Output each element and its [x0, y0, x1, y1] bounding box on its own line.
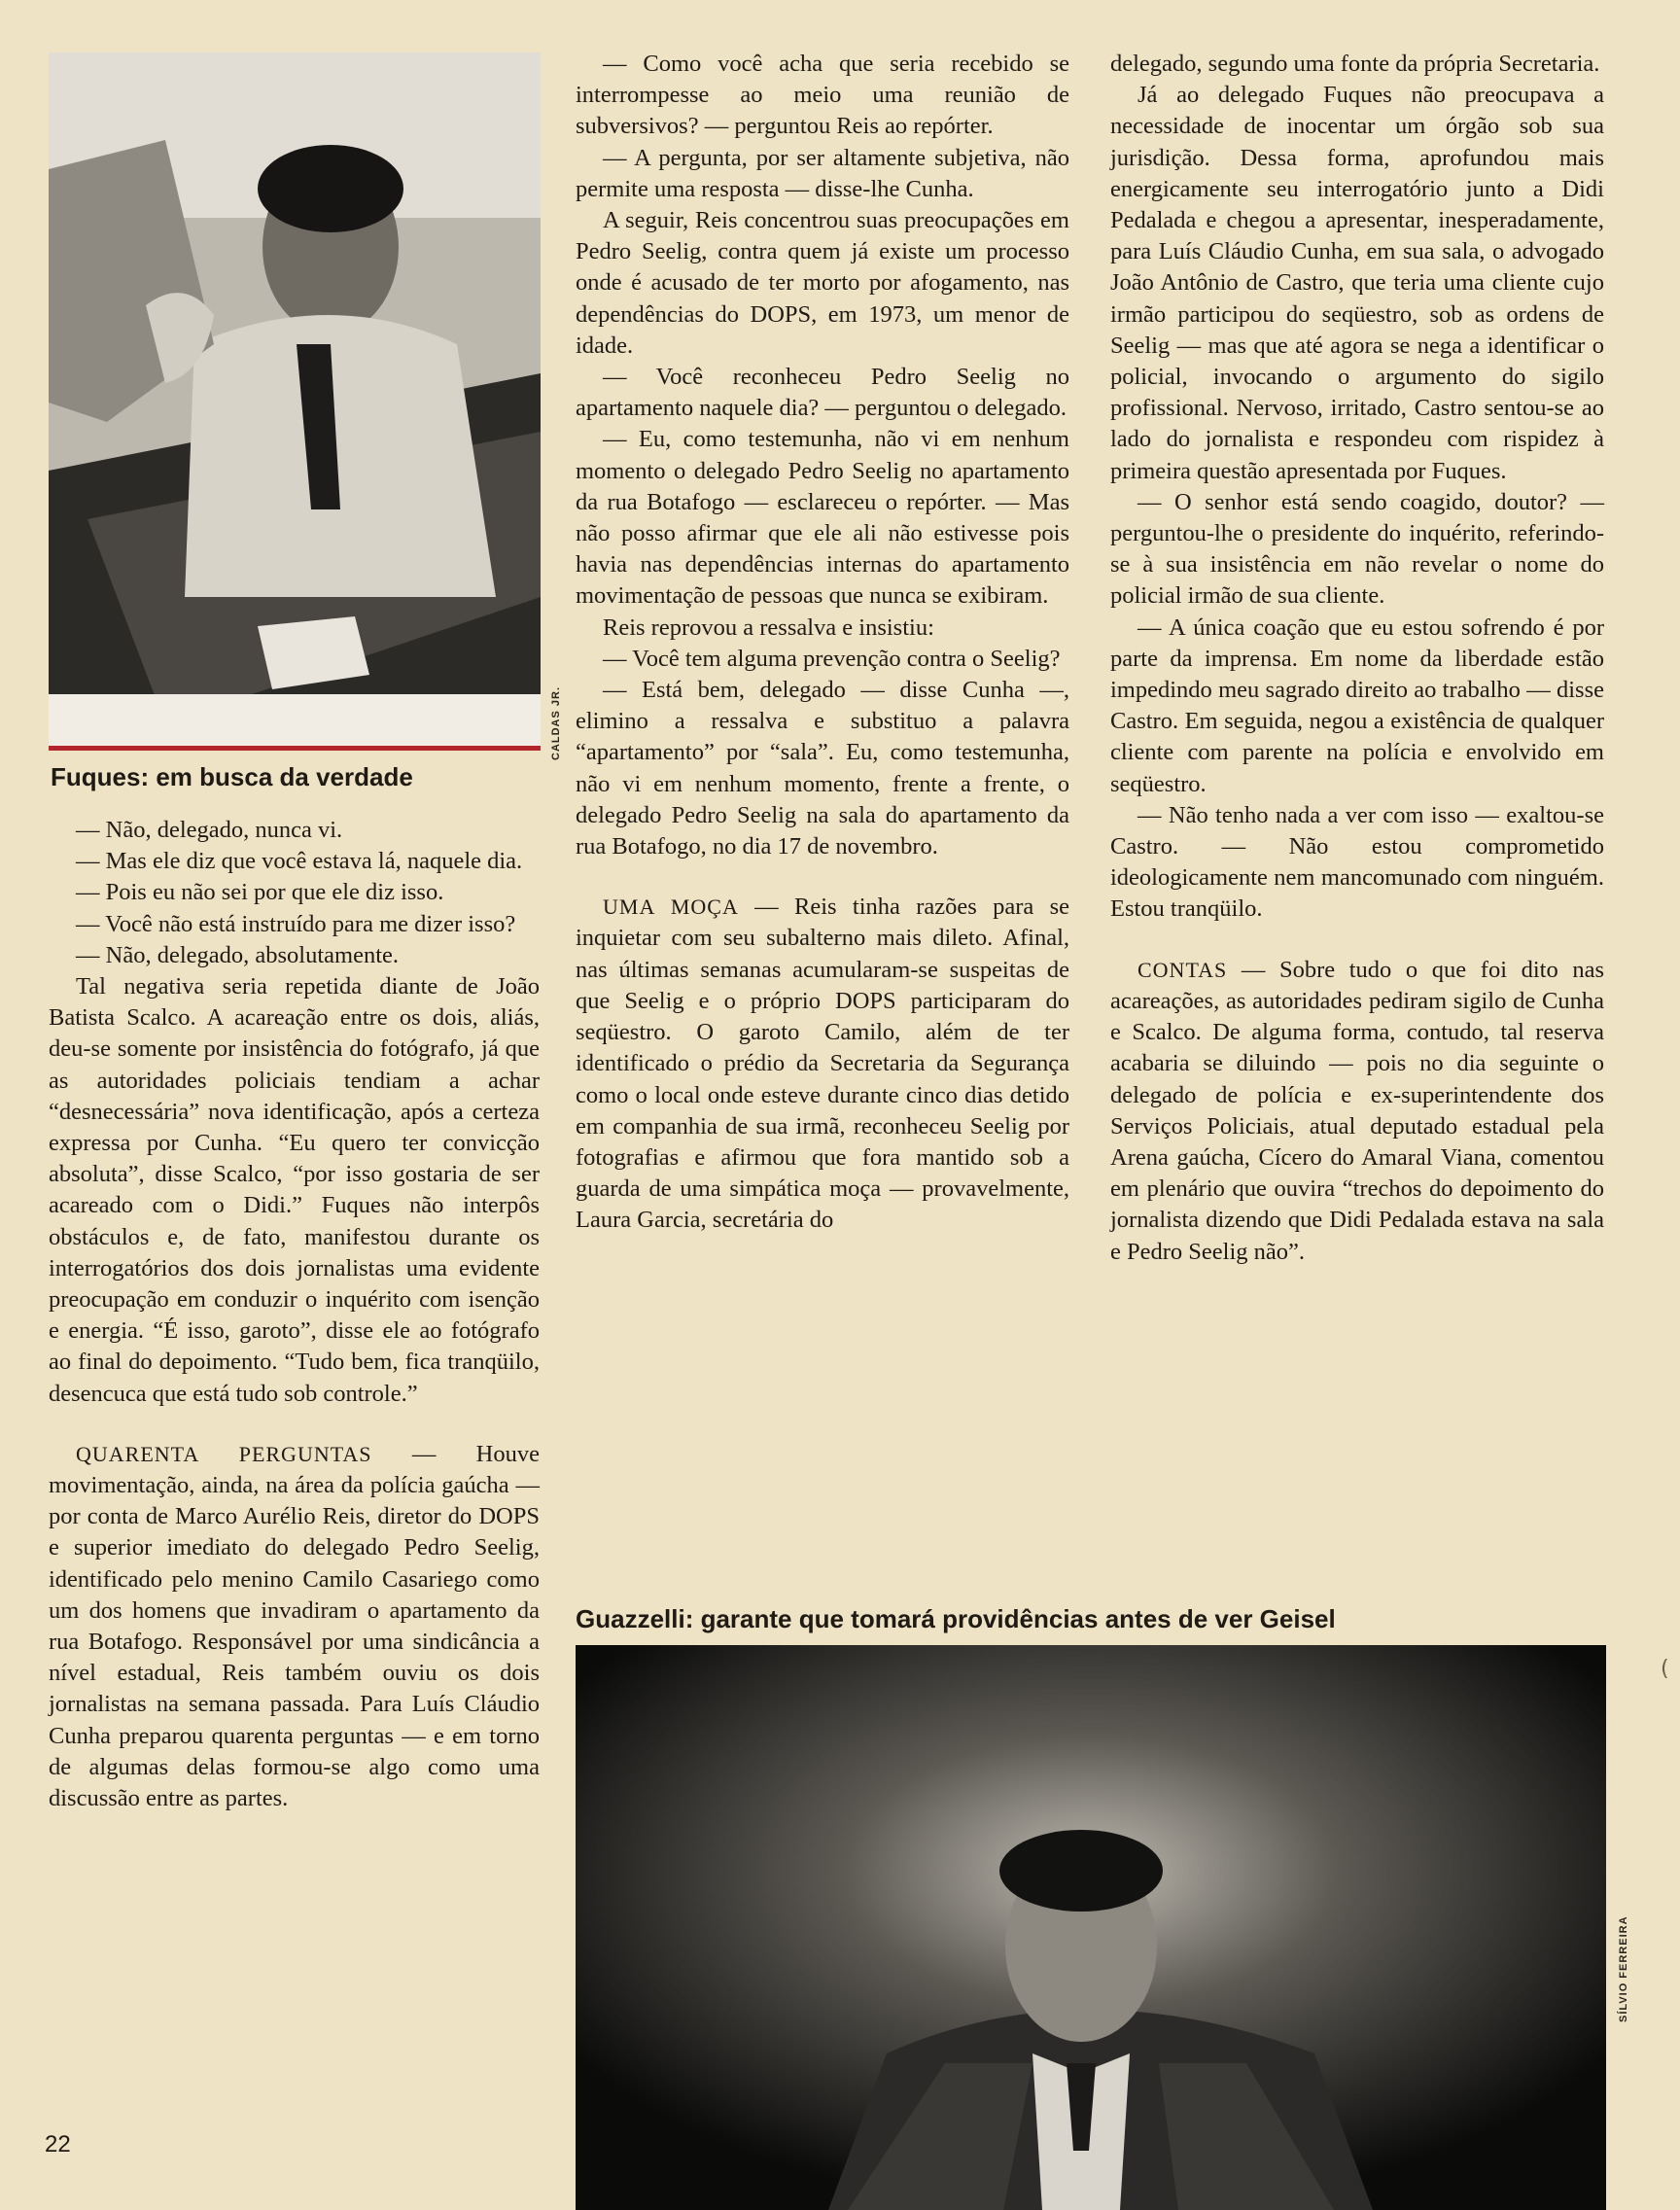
paragraph: Reis reprovou a ressalva e insistiu: — [603, 614, 934, 641]
section-text: — Houve movimentação, ainda, na área da polícia gaúcha — por conta de Marco Aurélio Reis, diretor do DOPS e superior imediato do delegado Pedro Seelig, identificado pelo menino Camilo Casariego como um dos homens que invadiram o apartamento da rua Botafogo. Responsável por uma sindicância a nível estadual, Reis também ouviu os dois jornalistas na semana passada. Para Luís Cláudio Cunha preparou quarenta perguntas — e em torno de algumas delas formou-se algo como uma discussão entre as partes. — [49, 1440, 540, 1812]
paragraph: A seguir, Reis concentrou suas preocupações em Pedro Seelig, contra quem já existe um processo onde é acusado de ter morto por afogamento, nas dependências do DOPS, em 1973, um menor de idade. — [576, 207, 1069, 359]
section-paragraph — [49, 1439, 540, 1814]
paragraph: — Não, delegado, absolutamente. — [76, 941, 400, 968]
photo2-credit: SÍLVIO FERREIRA — [1618, 1915, 1629, 2022]
paragraph: — A única coação que eu estou sofrendo é por parte da imprensa. Em nome da liberdade estão impedindo meu sagrado direito ao trabalho — disse Castro. Em seguida, negou a existência de qualquer cliente com parente na polícia e envolvido em seqüestro. — [1110, 614, 1604, 797]
photo1-credit: CALDAS JR. — [550, 685, 562, 760]
article-column-3 — [1110, 49, 1604, 1268]
paragraph: Já ao delegado Fuques não preocupava a necessidade de inocentar um órgão sob sua jurisdição. Dessa forma, aprofundou mais energicamente seu interrogatório junto a Didi Pedalada e chegou a apresentar, inesperadamente, para Luís Cláudio Cunha, em sua sala, o advogado João Antônio de Castro, que teria uma cliente cujo irmão participou do seqüestro, sob as ordens de Seelig — mas que até agora se nega a identificar o policial, invocando o argumento do sigilo profissional. Nervoso, irritado, Castro sentou-se ao lado do jornalista e respondeu com rispidez à primeira questão apresentada por Fuques. — [1110, 82, 1604, 484]
section-heading: UMA MOÇA — [603, 895, 739, 920]
photo-red-rule — [49, 746, 541, 751]
paragraph: — Pois eu não sei por que ele diz isso. — [76, 879, 444, 906]
paragraph: — Não tenho nada a ver com isso — exaltou-se Castro. — Não estou comprometido ideologicamente nem mancomunado com ninguém. Estou tranqüilo. — [1110, 801, 1604, 923]
photo1-caption: Fuques: em busca da verdade — [51, 762, 413, 791]
photo-guazzelli-image — [576, 1645, 1606, 2210]
section-paragraph — [576, 892, 1069, 1236]
photo-fuques-image — [49, 53, 541, 751]
photo2-caption: Guazzelli: garante que tomará providências antes de ver Geisel — [576, 1604, 1336, 1633]
edge-mark: ( — [1661, 1657, 1669, 1681]
paragraph: — Não, delegado, nunca vi. — [76, 817, 343, 843]
section-heading: CONTAS — [1138, 957, 1228, 982]
section-heading: QUARENTA PERGUNTAS — [76, 1441, 372, 1466]
paragraph: — Você reconheceu Pedro Seelig no apartamento naquele dia? — perguntou o delegado. — [576, 364, 1069, 422]
article-column-1 — [49, 815, 540, 1814]
paragraph: — Você não está instruído para me dizer isso? — [76, 910, 516, 937]
section-text: — Reis tinha razões para se inquietar com seu subalterno mais dileto. Afinal, nas últimas semanas acumularam-se suspeitas de que Seelig e o próprio DOPS participaram do seqüestro. O garoto Camilo, além de ter identificado o prédio da Secretaria da Segurança como o local onde esteve durante cinco dias detido em companhia de sua irmã, reconheceu Seelig por fotografias e afirmou que fora mantido sob a guarda de uma simpática moça — provavelmente, Laura Garcia, secretária do — [576, 894, 1069, 1234]
page-number: 22 — [45, 2131, 71, 2157]
photo-fuques — [49, 53, 541, 751]
paragraph: — O senhor está sendo coagido, doutor? — perguntou-lhe o presidente do inquérito, referindo-se à sua insistência em não revelar o nome do policial irmão de sua cliente. — [1110, 488, 1604, 610]
paragraph: — A pergunta, por ser altamente subjetiva, não permite uma resposta — disse-lhe Cunha. — [576, 144, 1069, 202]
paragraph: — Está bem, delegado — disse Cunha —, elimino a ressalva e substituo a palavra “apartamento” por “sala”. Eu, como testemunha, não vi em nenhum momento, frente a frente, o delegado Pedro Seelig na sala do apartamento da rua Botafogo, no dia 17 de novembro. — [576, 677, 1069, 860]
paragraph: — Eu, como testemunha, não vi em nenhum momento o delegado Pedro Seelig no apartamento da rua Botafogo — esclareceu o repórter. — Mas não posso afirmar que ele ali não estivesse pois havia nas dependências internas do apartamento movimentação de pessoas que nunca se exibiram. — [576, 426, 1069, 610]
section-text: — Sobre tudo o que foi dito nas acareações, as autoridades pediram sigilo de Cunha e Scalco. De alguma forma, contudo, tal reserva acabaria se diluindo — pois no dia seguinte o delegado de polícia e ex-superintendente dos Serviços Policiais, atual deputado estadual pela Arena gaúcha, Cícero do Amaral Viana, comentou em plenário que ouvira “trechos do depoimento do jornalista dizendo que Didi Pedalada estava na sala e Pedro Seelig não”. — [1110, 956, 1604, 1265]
article-column-2 — [576, 49, 1069, 1237]
paragraph: — Você tem alguma prevenção contra o Seelig? — [603, 645, 1061, 672]
section-paragraph — [1110, 955, 1604, 1268]
photo-guazzelli — [576, 1645, 1606, 2210]
paragraph: Tal negativa seria repetida diante de João Batista Scalco. A acareação entre os dois, aliás, deu-se somente por insistência do fotógrafo, já que as autoridades policiais tendiam a achar “desnecessária” nova identificação, após a certeza expressa por Cunha. “Eu quero ter convicção absoluta”, disse Scalco, “por isso gostaria de ser acareado com o Didi.” Fuques não interpôs obstáculos e, de fato, manifestou durante os interrogatórios dos dois jornalistas uma evidente preocupação em conduzir o inquérito com isenção e energia. “É isso, garoto”, disse ele ao fotógrafo ao final do depoimento. “Tudo bem, fica tranqüilo, desencuca que está tudo sob controle.” — [49, 973, 540, 1407]
paragraph: — Mas ele diz que você estava lá, naquele dia. — [76, 848, 523, 875]
paragraph: delegado, segundo uma fonte da própria Secretaria. — [1110, 51, 1600, 77]
paragraph: — Como você acha que seria recebido se interrompesse ao meio uma reunião de subversivos? — perguntou Reis ao repórter. — [576, 51, 1069, 140]
